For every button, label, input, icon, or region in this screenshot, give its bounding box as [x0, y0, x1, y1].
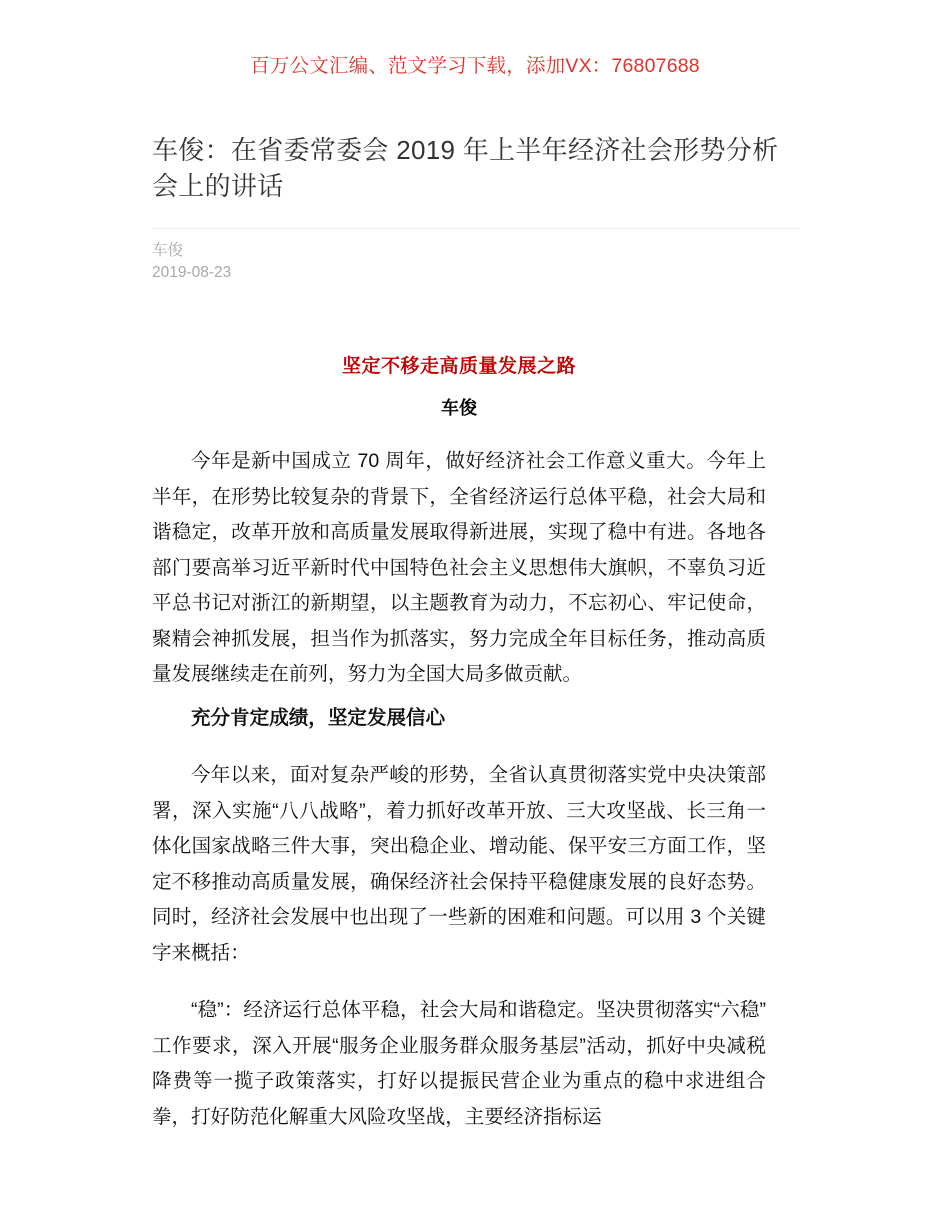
body-paragraph: 今年是新中国成立 70 周年，做好经济社会工作意义重大。今年上半年，在形势比较复杂的背景下，全省经济运行总体平稳，社会大局和谐稳定，改革开放和高质量发展取得新进展，实现了稳中有进。各地各部门要高举习近平新时代中国特色社会主义思想伟大旗帜，不辜负习近平总书记对浙江的新期望，以主题教育为动力，不忘初心、牢记使命，聚精会神抓发展，担当作为抓落实，努力完成全年目标任务，推动高质量发展继续走在前列，努力为全国大局多做贡献。	[152, 450, 766, 685]
header-divider	[152, 228, 800, 229]
article-author: 车俊	[152, 242, 184, 259]
document-heading: 坚定不移走高质量发展之路	[341, 356, 576, 377]
body-paragraph: 今年以来，面对复杂严峻的形势，全省认真贯彻落实党中央决策部署，深入实施“八八战略”，着力抓好改革开放、三大攻坚战、长三角一体化国家战略三件大事，突出稳企业、增动能、保平安三方面工作，坚定不移推动高质量发展，确保经济社会保持平稳健康发展的良好态势。同时，经济社会发展中也出现了一些新的困难和问题。可以用 3 个关键字来概括：	[152, 764, 766, 964]
document-byline: 车俊	[441, 398, 477, 418]
section-subheading: 充分肯定成绩，坚定发展信心	[191, 706, 446, 729]
article-date: 2019-08-23	[152, 264, 232, 281]
article-header	[152, 132, 800, 229]
page-title: 车俊：在省委常委会 2019 年上半年经济社会形势分析会上的讲话	[152, 135, 779, 201]
paragraph-list	[152, 444, 766, 1135]
watermark-banner: 百万公文汇编、范文学习下载，添加VX：76807688	[250, 55, 700, 77]
article-meta	[152, 240, 231, 284]
document-body	[152, 352, 766, 1135]
body-paragraph: “稳”：经济运行总体平稳，社会大局和谐稳定。坚决贯彻落实“六稳”工作要求，深入开展“服务企业服务群众服务基层”活动，抓好中央减税降费等一揽子政策落实，打好以提振民营企业为重点的稳中求进组合拳，打好防范化解重大风险攻坚战，主要经济指标运	[152, 999, 766, 1128]
